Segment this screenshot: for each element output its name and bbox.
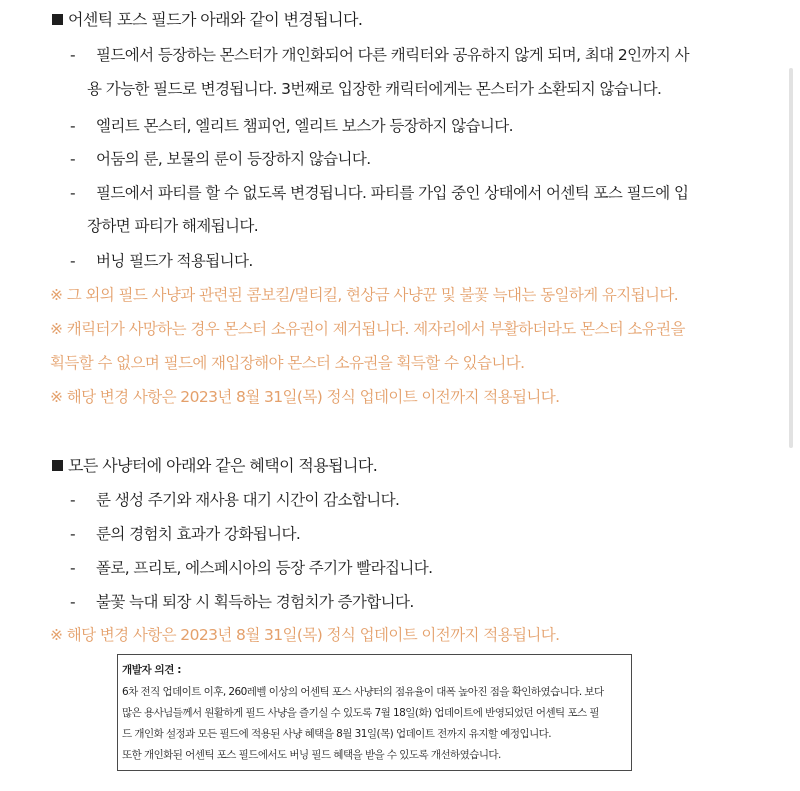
square-bullet-icon bbox=[52, 460, 63, 471]
developer-note-line: 또한 개인화된 어센틱 포스 필드에서도 버닝 필드 혜택을 받을 수 있도록 개선하였습니다. bbox=[122, 749, 501, 761]
developer-note-line: 많은 용사님들께서 원활하게 필드 사냥을 즐기실 수 있도록 7월 18일(화) 업데이트에 반영되었던 어센틱 포스 필 bbox=[122, 707, 600, 719]
dash-icon: - bbox=[70, 525, 75, 543]
list-item: - 룬 생성 주기와 재사용 대기 시간이 감소합니다. bbox=[70, 491, 400, 509]
section1-heading: 어센틱 포스 필드가 아래와 같이 변경됩니다. bbox=[52, 9, 800, 31]
note-text: 획득할 수 없으며 필드에 재입장해야 몬스터 소유권을 획득할 수 있습니다. bbox=[50, 354, 525, 372]
developer-note-line: 6차 전직 업데이트 이후, 260레벨 이상의 어센틱 포스 사냥터의 점유율이 대폭 높아진 점을 확인하였습니다. 보다 bbox=[122, 686, 604, 698]
vertical-scrollbar[interactable] bbox=[789, 68, 793, 448]
square-bullet-icon bbox=[52, 14, 63, 25]
list-item: - 폴로, 프리토, 에스페시아의 등장 주기가 빨라집니다. bbox=[70, 559, 433, 577]
note-text: ※ 해당 변경 사항은 2023년 8월 31일(목) 정식 업데이트 이전까지 적용됩니다. bbox=[50, 388, 560, 406]
note-text: ※ 캐릭터가 사망하는 경우 몬스터 소유권이 제거됩니다. 제자리에서 부활하더라도 몬스터 소유권을 bbox=[50, 320, 685, 338]
list-item: - 엘리트 몬스터, 엘리트 챔피언, 엘리트 보스가 등장하지 않습니다. bbox=[70, 117, 513, 135]
list-item-continuation: 장하면 파티가 해제됩니다. bbox=[87, 217, 259, 235]
section2-heading: 모든 사냥터에 아래와 같은 혜택이 적용됩니다. bbox=[52, 455, 800, 477]
list-item: - 필드에서 파티를 할 수 없도록 변경됩니다. 파티를 가입 중인 상태에서 어센틱 포스 필드에 입 bbox=[70, 184, 689, 202]
developer-note-box bbox=[117, 654, 632, 771]
dash-icon: - bbox=[70, 559, 75, 577]
developer-note-title: 개발자 의견 : bbox=[122, 664, 182, 676]
developer-note-line: 드 개인화 설정과 모든 필드에 적용된 사냥 혜택을 8월 31일(목) 업데이트 전까지 유지할 예정입니다. bbox=[122, 728, 552, 740]
list-item: - 불꽃 늑대 퇴장 시 획득하는 경험치가 증가합니다. bbox=[70, 593, 414, 611]
note-text: ※ 그 외의 필드 사냥과 관련된 콤보킬/멀티킬, 현상금 사냥꾼 및 불꽃 늑대는 동일하게 유지됩니다. bbox=[50, 286, 679, 304]
list-item: - 룬의 경험치 효과가 강화됩니다. bbox=[70, 525, 301, 543]
note-text: ※ 해당 변경 사항은 2023년 8월 31일(목) 정식 업데이트 이전까지 적용됩니다. bbox=[50, 626, 560, 644]
list-item-continuation: 용 가능한 필드로 변경됩니다. 3번째로 입장한 캐릭터에게는 몬스터가 소환되지 않습니다. bbox=[87, 80, 662, 98]
list-item: - 버닝 필드가 적용됩니다. bbox=[70, 252, 253, 270]
dash-icon: - bbox=[70, 491, 75, 509]
dash-icon: - bbox=[70, 593, 75, 611]
dash-icon: - bbox=[70, 252, 75, 270]
list-item: - 필드에서 등장하는 몬스터가 개인화되어 다른 캐릭터와 공유하지 않게 되며, 최대 2인까지 사 bbox=[70, 46, 689, 64]
dash-icon: - bbox=[70, 117, 75, 135]
dash-icon: - bbox=[70, 184, 75, 202]
dash-icon: - bbox=[70, 46, 75, 64]
dash-icon: - bbox=[70, 150, 75, 168]
list-item: - 어둠의 룬, 보물의 룬이 등장하지 않습니다. bbox=[70, 150, 371, 168]
